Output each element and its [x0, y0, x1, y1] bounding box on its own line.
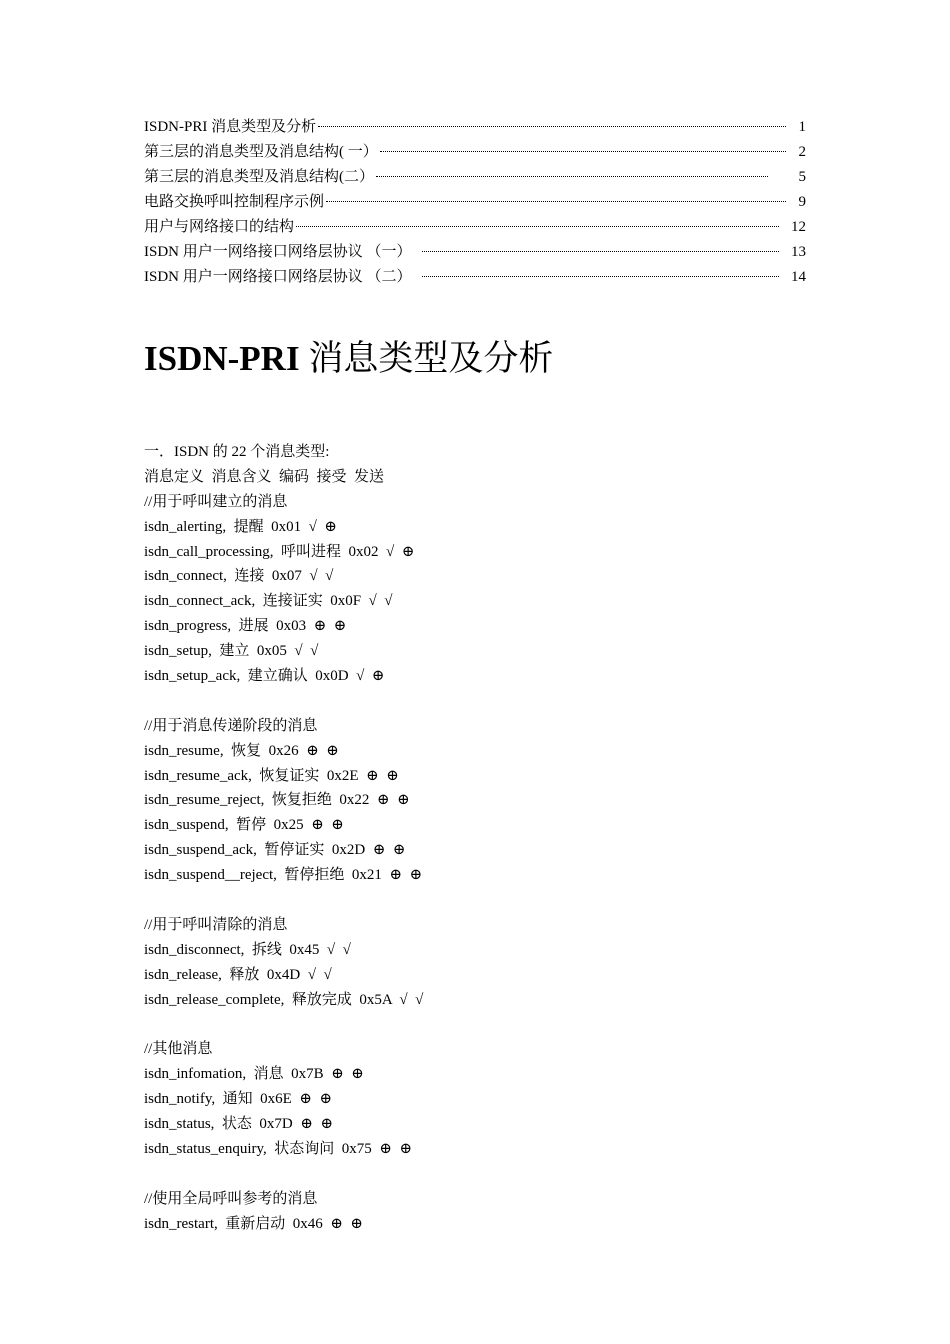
group-comment: //用于呼叫建立的消息: [144, 493, 288, 510]
message-row: isdn_release, 释放 0x4D √ √: [144, 966, 332, 983]
toc-entry-title: ISDN 用户一网络接口网络层协议 （二）: [144, 269, 412, 285]
toc-entry-title: 用户与网络接口的结构: [144, 219, 295, 235]
toc-leader-dots: [318, 126, 786, 127]
message-row: isdn_release_complete, 释放完成 0x5A √ √: [144, 991, 424, 1008]
toc-entry-title: 第三层的消息类型及消息结构( 一）: [144, 144, 378, 160]
message-row: isdn_suspend, 暂停 0x25 ⊕ ⊕: [144, 817, 344, 834]
toc-entry[interactable]: [144, 115, 806, 140]
toc-entry-page: 12: [791, 219, 806, 235]
blank-line: [144, 1162, 806, 1187]
toc-leader-dots: [326, 201, 786, 202]
message-type-list: [144, 440, 806, 1237]
page-title-cjk: 消息类型及分析: [299, 339, 554, 378]
group-comment: //其他消息: [144, 1041, 213, 1058]
toc-entry-page: 1: [798, 119, 806, 135]
toc-entry-page: 13: [791, 244, 806, 260]
toc-entry-page: 5: [798, 169, 806, 185]
message-row: isdn_suspend__reject, 暂停拒绝 0x21 ⊕ ⊕: [144, 867, 423, 884]
toc-entry-title: ISDN-PRI 消息类型及分析: [144, 119, 317, 135]
message-row: isdn_setup, 建立 0x05 √ √: [144, 643, 319, 660]
message-row: isdn_alerting, 提醒 0x01 √ ⊕: [144, 518, 337, 535]
page-title: [144, 334, 806, 384]
toc-leader-dots: [380, 151, 786, 152]
message-row: isdn_connect_ack, 连接证实 0x0F √ √: [144, 593, 393, 610]
toc-entry[interactable]: [144, 165, 806, 190]
toc-leader-dots: [296, 226, 779, 227]
toc-entry-title: ISDN 用户一网络接口网络层协议 （一）: [144, 244, 412, 260]
message-row: isdn_infomation, 消息 0x7B ⊕ ⊕: [144, 1066, 364, 1083]
message-row: isdn_restart, 重新启动 0x46 ⊕ ⊕: [144, 1215, 363, 1232]
group-comment: //使用全局呼叫参考的消息: [144, 1190, 318, 1207]
group-comment: //用于消息传递阶段的消息: [144, 717, 318, 734]
message-row: isdn_setup_ack, 建立确认 0x0D √ ⊕: [144, 668, 385, 685]
group-comment: //用于呼叫清除的消息: [144, 916, 288, 933]
toc-entry-title: 第三层的消息类型及消息结构(二）: [144, 169, 374, 185]
toc-entry-page: 2: [798, 144, 806, 160]
section-heading: 一．ISDN 的 22 个消息类型:: [144, 444, 330, 460]
toc-entry[interactable]: [144, 190, 806, 215]
toc-entry[interactable]: [144, 265, 806, 290]
message-row: isdn_resume, 恢复 0x26 ⊕ ⊕: [144, 742, 339, 759]
message-row: isdn_resume_ack, 恢复证实 0x2E ⊕ ⊕: [144, 767, 399, 784]
message-row: isdn_status_enquiry, 状态询问 0x75 ⊕ ⊕: [144, 1140, 412, 1157]
message-row: isdn_suspend_ack, 暂停证实 0x2D ⊕ ⊕: [144, 842, 406, 859]
page-title-latin: ISDN-PRI: [144, 339, 300, 378]
message-row: isdn_resume_reject, 恢复拒绝 0x22 ⊕ ⊕: [144, 792, 410, 809]
toc-entry[interactable]: [144, 240, 806, 265]
toc-leader-dots: [422, 251, 779, 252]
toc-entry[interactable]: [144, 140, 806, 165]
message-row: isdn_call_processing, 呼叫进程 0x02 √ ⊕: [144, 543, 415, 560]
toc-leader-dots: [422, 276, 779, 277]
document-page: [144, 115, 806, 1237]
message-row: isdn_status, 状态 0x7D ⊕ ⊕: [144, 1116, 333, 1133]
toc-entry-page: 14: [791, 269, 806, 285]
blank-line: [144, 689, 806, 714]
message-row: isdn_notify, 通知 0x6E ⊕ ⊕: [144, 1091, 332, 1108]
message-row: isdn_progress, 进展 0x03 ⊕ ⊕: [144, 618, 347, 635]
blank-line: [144, 1012, 806, 1037]
column-legend: 消息定义 消息含义 编码 接受 发送: [144, 468, 385, 485]
toc-entry[interactable]: [144, 215, 806, 240]
blank-line: [144, 888, 806, 913]
toc-entry-title: 电路交换呼叫控制程序示例: [144, 194, 325, 210]
table-of-contents: [144, 115, 806, 290]
message-row: isdn_connect, 连接 0x07 √ √: [144, 568, 334, 585]
toc-entry-page: 9: [798, 194, 806, 210]
toc-leader-dots: [376, 176, 768, 177]
message-row: isdn_disconnect, 拆线 0x45 √ √: [144, 941, 351, 958]
